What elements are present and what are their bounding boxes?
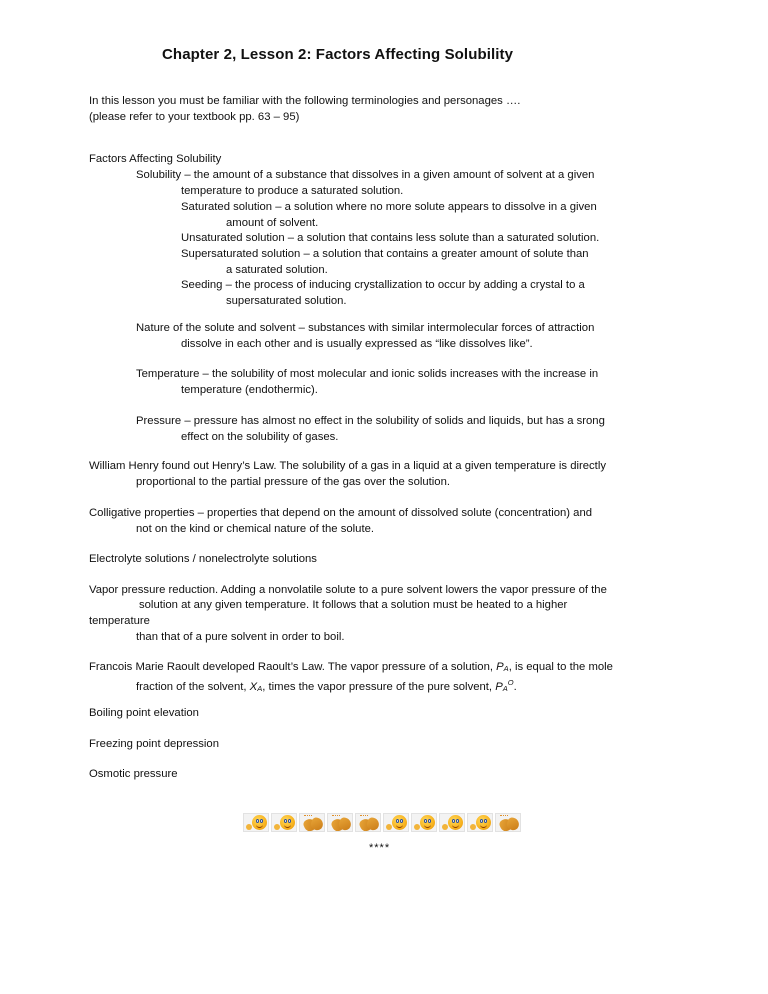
- supersaturated-definition: Supersaturated solution – a solution that contains a greater amount of solute than: [181, 248, 589, 260]
- raoult-text-d: , times the vapor pressure of the pure solvent,: [262, 681, 496, 693]
- pa-subscript: A: [503, 664, 509, 673]
- vapor-pressure-reduction-wrap: temperature: [89, 615, 150, 627]
- raoult-text-b: , is equal to the mole: [508, 661, 613, 673]
- vapor-pressure-reduction-end: than that of a pure solvent in order to boil.: [136, 631, 345, 643]
- xa-symbol: X: [249, 681, 258, 693]
- clapping-hands-icon: [355, 813, 381, 832]
- section-heading: Factors Affecting Solubility: [89, 153, 222, 165]
- clapping-hands-icon: [495, 813, 521, 832]
- pa0-symbol: P: [495, 681, 503, 693]
- supersaturated-definition-cont: a saturated solution.: [226, 264, 328, 276]
- smiley-wave-icon: [271, 813, 297, 832]
- solubility-definition: Solubility – the amount of a substance that dissolves in a given amount of solvent at a given: [136, 169, 595, 181]
- pa0-subscript: A: [502, 684, 508, 693]
- colligative-definition-cont: not on the kind or chemical nature of the solute.: [136, 523, 375, 535]
- emoji-strip: [243, 813, 523, 833]
- smiley-wave-icon: [439, 813, 465, 832]
- solubility-definition-cont: temperature to produce a saturated solution.: [181, 185, 404, 197]
- raoult-text-a: Francois Marie Raoult developed Raoult’s Law. The vapor pressure of a solution,: [89, 661, 497, 673]
- boiling-point-elevation: Boiling point elevation: [89, 707, 199, 719]
- nature-definition-cont: dissolve in each other and is usually expressed as “like dissolves like”.: [181, 338, 533, 350]
- xa-subscript: A: [257, 684, 263, 693]
- freezing-point-depression: Freezing point depression: [89, 738, 219, 750]
- colligative-definition: Colligative properties – properties that depend on the amount of dissolved solute (concentration) and: [89, 507, 593, 519]
- clapping-hands-icon: [327, 813, 353, 832]
- temperature-definition: Temperature – the solubility of most molecular and ionic solids increases with the increase in: [136, 368, 599, 380]
- pa0-superscript: O: [507, 678, 514, 687]
- unsaturated-definition: Unsaturated solution – a solution that contains less solute than a saturated solution.: [181, 232, 600, 244]
- raoult-law-cont: [136, 675, 517, 697]
- saturated-definition-cont: amount of solvent.: [226, 217, 319, 229]
- page-title: Chapter 2, Lesson 2: Factors Affecting Solubility: [162, 46, 514, 63]
- henry-law-cont: proportional to the partial pressure of the gas over the solution.: [136, 476, 450, 488]
- intro-line-1: In this lesson you must be familiar with the following terminologies and personages ….: [89, 95, 521, 107]
- pa-symbol: P: [496, 661, 504, 673]
- nature-definition: Nature of the solute and solvent – substances with similar intermolecular forces of attraction: [136, 322, 595, 334]
- pressure-definition-cont: effect on the solubility of gases.: [181, 431, 339, 443]
- seeding-definition-cont: supersaturated solution.: [226, 295, 347, 307]
- intro-line-2: (please refer to your textbook pp. 63 – 95): [89, 111, 300, 123]
- vapor-pressure-reduction: Vapor pressure reduction. Adding a nonvolatile solute to a pure solvent lowers the vapor pressure of the: [89, 584, 607, 596]
- end-marker: ****: [369, 842, 391, 854]
- raoult-text-c: fraction of the solvent,: [136, 681, 250, 693]
- smiley-wave-icon: [243, 813, 269, 832]
- osmotic-pressure: Osmotic pressure: [89, 768, 178, 780]
- raoult-text-e: .: [513, 681, 517, 693]
- pressure-definition: Pressure – pressure has almost no effect in the solubility of solids and liquids, but has a srong: [136, 415, 605, 427]
- seeding-definition: Seeding – the process of inducing crystallization to occur by adding a crystal to a: [181, 279, 585, 291]
- smiley-wave-icon: [467, 813, 493, 832]
- clapping-hands-icon: [299, 813, 325, 832]
- vapor-pressure-reduction-cont: solution at any given temperature. It follows that a solution must be heated to a higher: [139, 599, 568, 611]
- smiley-wave-icon: [411, 813, 437, 832]
- electrolyte-line: Electrolyte solutions / nonelectrolyte solutions: [89, 553, 317, 565]
- henry-law: William Henry found out Henry’s Law. The solubility of a gas in a liquid at a given temperature is directly: [89, 460, 606, 472]
- smiley-wave-icon: [383, 813, 409, 832]
- temperature-definition-cont: temperature (endothermic).: [181, 384, 318, 396]
- saturated-definition: Saturated solution – a solution where no more solute appears to dissolve in a given: [181, 201, 597, 213]
